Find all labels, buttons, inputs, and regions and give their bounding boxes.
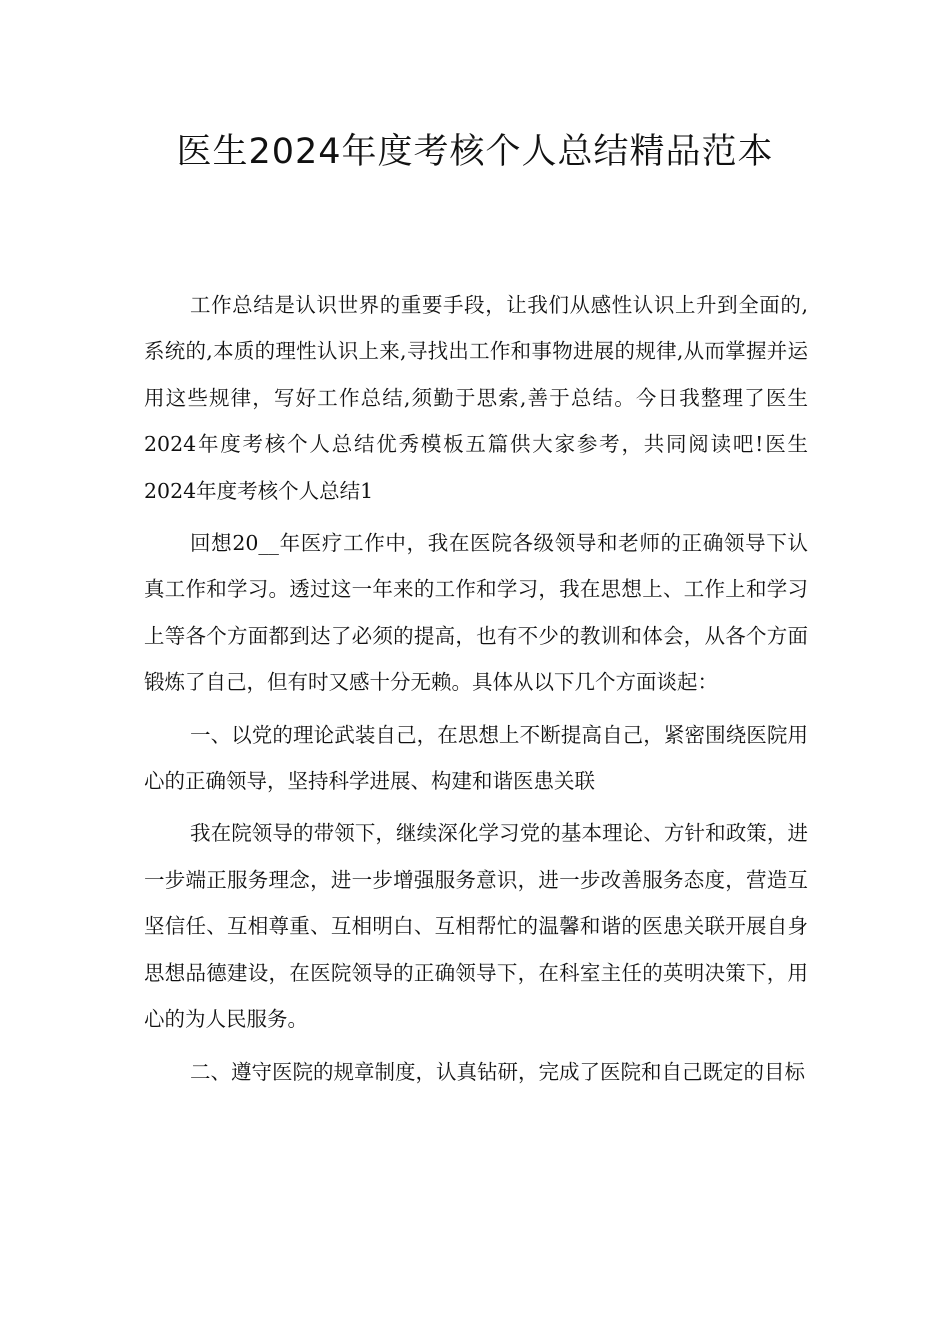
paragraph-section-1: 我在院领导的带领下，继续深化学习党的基本理论、方针和政策，进一步端正服务理念，进一步增强服务意识，进一步改善服务态度，营造互坚信任、互相尊重、互相明白、互相帮忙的温馨和谐的医患关联开展自身思想品德建设，在医院领导的正确领导下，在科室主任的英明决策下，用心的为人民服务。 xyxy=(144,821,808,1032)
section-heading-1: 一、以党的理论武装自己，在思想上不断提高自己，紧密围绕医院用心的正确领导，坚持科学进展、构建和谐医患关联 xyxy=(144,722,808,794)
document-title: 医生2024年度考核个人总结精品范本 xyxy=(176,132,774,172)
paragraph-intro: 工作总结是认识世界的重要手段，让我们从感性认识上升到全面的,系统的,本质的理性认识上来,寻找出工作和事物进展的规律,从而掌握并运用这些规律，写好工作总结,须勤于思索,善于总结。今日我整理了医生2024年度考核个人总结优秀模板五篇供大家参考，共同阅读吧!医生2024年度考核个人总结1 xyxy=(144,293,808,503)
paragraph-review: 回想20__年医疗工作中，我在医院各级领导和老师的正确领导下认真工作和学习。透过这一年来的工作和学习，我在思想上、工作上和学习上等各个方面都到达了必须的提高，也有不少的教训和体会，从各个方面锻炼了自己，但有时又感十分无赖。具体从以下几个方面谈起： xyxy=(144,531,808,695)
document-body xyxy=(144,282,808,1101)
section-heading-2: 二、遵守医院的规章制度，认真钻研，完成了医院和自己既定的目标 xyxy=(190,1059,805,1084)
